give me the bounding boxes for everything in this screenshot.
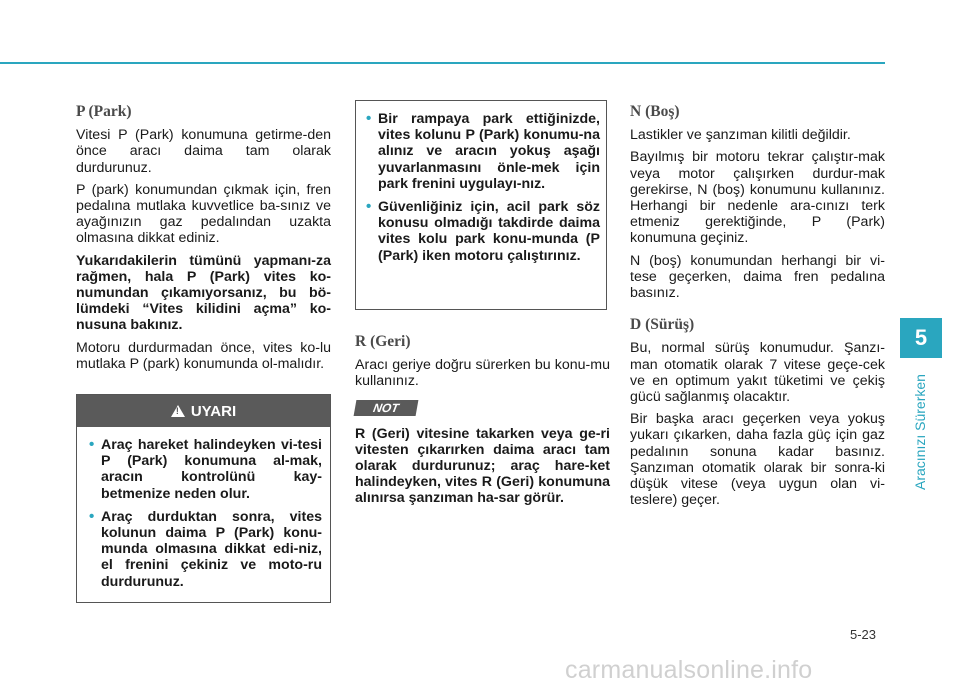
heading-drive: D (Sürüş)	[630, 316, 695, 334]
paragraph: Lastikler ve şanzıman kilitli değildir.	[630, 127, 851, 144]
watermark: carmanualsonline.info	[565, 656, 813, 684]
column-3	[630, 100, 885, 514]
top-rule	[0, 62, 885, 64]
chapter-tab: 5	[900, 318, 942, 358]
warning-item: • Güvenliğiniz için, acil park söz konusu olmadığı takdirde daima vites kolu park konu-munda (P (Park) iken motoru çalıştırınız.	[356, 199, 600, 264]
page-number: 5-23	[850, 627, 877, 642]
column-1	[76, 100, 331, 378]
warning-header	[77, 395, 330, 427]
paragraph: N (boş) konumundan herhangi bir vi-tese geçerken, daima fren pedalına basınız.	[630, 252, 885, 302]
paragraph: Bayılmış bir motoru tekrar çalıştır-mak veya motor çalışırken durdur-mak gerekirse, N (boş) konumunu kullanınız. Herhangi bir nedenle ara-cınızı terk etmeniz gerektiğinde, P (Park) konumuna geçiniz.	[630, 149, 885, 247]
warning-list	[79, 437, 322, 590]
warning-title: UYARI	[190, 402, 237, 420]
chapter-label: Aracınızı Sürerken	[912, 374, 928, 490]
warning-box	[76, 394, 331, 603]
warning-triangle-icon	[171, 405, 185, 417]
warning-item: • Araç hareket halindeyken vi-tesi P (Park) konumuna al-mak, aracın kontrolünü kay-betmenize neden olur.	[79, 437, 322, 502]
paragraph: Bir başka aracı geçerken veya yokuş yukarı çıkarken, daha fazla güç için gaz pedalının sonuna kadar basınız. Şanzıman otomatik olarak bir sonra-ki düşük vitese (veya uygun olan vi-teslere) geçer.	[630, 411, 885, 509]
paragraph: Bu, normal sürüş konumudur. Şanzı-man otomatik olarak 7 vitese geçe-cek ve en optimum yakıt tüketimi ve çekiş gücü sağlanmış olacaktır.	[630, 340, 885, 406]
paragraph: Aracı geriye doğru sürerken bu konu-mu kullanınız.	[355, 357, 610, 390]
paragraph: P (park) konumundan çıkmak için, fren pedalına mutlaka kuvvetlice ba-sınız ve ayağınızın gaz pedalından uzakta olmasına dikkat ediniz.	[76, 181, 331, 247]
note-badge: NOT	[354, 400, 419, 416]
warning-item: • Araç durduktan sonra, vites kolunun daima P (Park) konu-munda olmasına dikkat edi-niz, el frenini çekiniz ve moto-ru durdurunuz.	[79, 509, 322, 590]
paragraph: Motoru durdurmadan önce, vites ko-lu mutlaka P (park) konumunda ol-malıdır.	[76, 339, 331, 372]
paragraph: Vitesi P (Park) konumuna getirme-den önce aracı daima tam olarak durdurunuz.	[76, 127, 331, 176]
heading-reverse: R (Geri)	[355, 333, 411, 350]
warning-continued-box	[355, 100, 607, 310]
warning-continued-list	[356, 111, 600, 264]
paragraph-bold: Yukarıdakilerin tümünü yapmanı-za rağmen, hala P (Park) vites ko-numundan çıkamıyorsanız, bu bö-lümdeki “Vites kilidini açma” ko-nusuna bakınız.	[76, 252, 331, 334]
warning-item: • Bir rampaya park ettiğinizde, vites kolunu P (Park) konumu-na alınız ve aracın yokuş aşağı yuvarlanmasını önle-mek için park frenini uygulayı-nız.	[356, 111, 600, 192]
note-text: R (Geri) vitesine takarken veya ge-ri vitesten çıkarırken daima aracı tam olarak durdurunuz; araç hare-ket halindeyken, vites R (Geri) konumuna alınırsa şanzıman ha-sar görür.	[355, 425, 610, 507]
heading-neutral: N (Boş)	[630, 103, 680, 120]
heading-park: P (Park)	[76, 103, 132, 120]
column-2	[355, 330, 610, 513]
